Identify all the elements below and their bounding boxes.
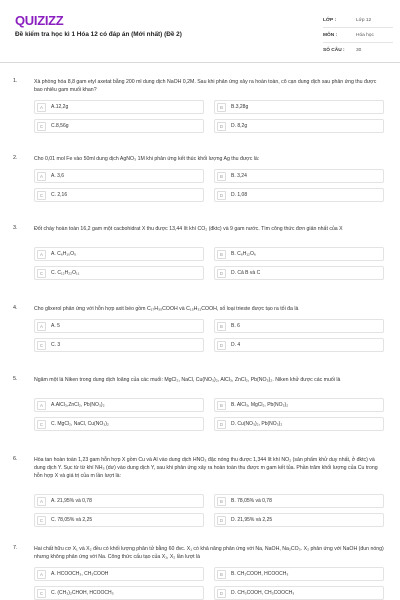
option-text: A. 5 bbox=[51, 323, 60, 329]
option-letter: B bbox=[217, 172, 226, 181]
option-c[interactable] bbox=[34, 417, 204, 431]
option-letter: B bbox=[217, 401, 226, 410]
meta-value: Lớp 12 bbox=[356, 17, 372, 23]
option-text: D. Cu(NO₃)₂, Pb(NO₃)₂ bbox=[231, 421, 283, 427]
option-text: A. 21,95% và 0,78 bbox=[51, 498, 92, 504]
option-letter: C bbox=[37, 516, 46, 525]
option-text: D. 8,2g bbox=[231, 123, 248, 129]
option-text: B. C₆H₁₂O₆ bbox=[231, 251, 256, 257]
option-text: C. 2,16 bbox=[51, 192, 68, 198]
question-number: 7. bbox=[13, 545, 18, 551]
question-number: 5. bbox=[13, 376, 18, 382]
option-text: C.8,56g bbox=[51, 123, 69, 129]
option-c[interactable] bbox=[34, 119, 204, 133]
worksheet-header bbox=[0, 0, 400, 63]
meta-row-subject bbox=[323, 28, 393, 43]
option-letter: D bbox=[217, 589, 226, 598]
option-text: D. 1,08 bbox=[231, 192, 248, 198]
option-a[interactable] bbox=[34, 398, 204, 412]
option-c[interactable] bbox=[34, 188, 204, 202]
option-text: A. C₆H₁₀O₅ bbox=[51, 251, 77, 257]
option-text: C. (CH₃)₂CHOH, HCOOCH₃ bbox=[51, 590, 114, 596]
answer-options bbox=[34, 319, 384, 352]
option-letter: A bbox=[37, 497, 46, 506]
question-text: Ngâm một lá Niken trong dung dịch loãng của các muối: MgCl₂, NaCl, Cu(NO₃)₂, AlCl₃, ZnCl₂, Pb(NO₃)₂. Niken khử được các muối là bbox=[34, 377, 341, 383]
option-d[interactable] bbox=[214, 417, 384, 431]
meta-table bbox=[323, 13, 393, 57]
option-d[interactable] bbox=[214, 188, 384, 202]
option-b[interactable] bbox=[214, 398, 384, 412]
question-number: 1. bbox=[13, 78, 18, 84]
option-b[interactable] bbox=[214, 494, 384, 508]
option-letter: B bbox=[217, 322, 226, 331]
option-text: B. 78,05% và 0,78 bbox=[231, 498, 272, 504]
option-d[interactable] bbox=[214, 513, 384, 527]
option-d[interactable] bbox=[214, 586, 384, 600]
option-text: C. MgCl₂, NaCl, Cu(NO₃)₂ bbox=[51, 421, 109, 427]
option-c[interactable] bbox=[34, 338, 204, 352]
option-c[interactable] bbox=[34, 266, 204, 280]
option-c[interactable] bbox=[34, 586, 204, 600]
meta-value: Hóa học bbox=[356, 32, 374, 38]
quizizz-logo: QUIZIZZ bbox=[15, 13, 64, 28]
option-letter: C bbox=[37, 341, 46, 350]
meta-row-count bbox=[323, 43, 393, 57]
option-a[interactable] bbox=[34, 247, 204, 261]
option-d[interactable] bbox=[214, 338, 384, 352]
option-text: D. 21,95% và 2,25 bbox=[231, 517, 273, 523]
option-text: A.12,2g bbox=[51, 104, 69, 110]
option-b[interactable] bbox=[214, 567, 384, 581]
question-text: Hai chất hữu cơ X₁ và X₂ đều có khối lượng phân tử bằng 60 đvc. X₁ có khả năng phản ứng với Na, NaOH, Na₂CO₃. X₂ phản ứng với NaOH (đun nóng) nhưng không phản ứng với Na. Công thức cấu tạo của X₁, X₂ lần lượt là bbox=[34, 546, 384, 560]
meta-row-class bbox=[323, 13, 393, 28]
option-letter: C bbox=[37, 269, 46, 278]
option-text: A.AlCl₃,ZnCl₂, Pb(NO₃)₂ bbox=[51, 402, 105, 408]
option-text: D. Cả B và C bbox=[231, 270, 261, 276]
option-b[interactable] bbox=[214, 247, 384, 261]
option-letter: D bbox=[217, 191, 226, 200]
question-text: Cho glixerol phản ứng với hỗn hợp axit béo gồm C₁₇H₃₅COOH và C₁₅H₃₁COOH, số loại trieste được tạo ra tối đa là bbox=[34, 306, 299, 312]
question-number: 3. bbox=[13, 225, 18, 231]
option-a[interactable] bbox=[34, 567, 204, 581]
option-letter: A bbox=[37, 103, 46, 112]
option-text: D. 4 bbox=[231, 342, 241, 348]
option-letter: A bbox=[37, 401, 46, 410]
question-text: Hòa tan hoàn toàn 1,23 gam hỗn hợp X gồm Cu và Al vào dung dịch HNO₃ đặc nóng thu được 1,344 lít khí NO₂ (sản phẩm khử duy nhất, ở đktc) và dung dịch Y. Sục từ từ khí NH₃ (dư) vào dung dịch Y, sau khi phản ứng xảy ra hoàn toàn thu được m gam kết tủa. Phần trăm khối lượng của Cu trong hỗn hợp X và giá trị của m lần lượt là: bbox=[34, 457, 378, 479]
option-letter: C bbox=[37, 191, 46, 200]
option-letter: A bbox=[37, 172, 46, 181]
option-letter: D bbox=[217, 516, 226, 525]
question-number: 4. bbox=[13, 305, 18, 311]
option-letter: B bbox=[217, 497, 226, 506]
option-letter: C bbox=[37, 420, 46, 429]
option-text: C. 78,05% và 2,25 bbox=[51, 517, 93, 523]
question-text: Cho 0,01 mol Fe vào 50ml dung dịch AgNO₃ 1M khi phản ứng kết thúc khối lượng Ag thu được là: bbox=[34, 156, 260, 162]
answer-options bbox=[34, 100, 384, 133]
option-b[interactable] bbox=[214, 319, 384, 333]
option-text: C. C₁₂H₂₂O₁₁ bbox=[51, 270, 80, 276]
question-number: 6. bbox=[13, 456, 18, 462]
option-a[interactable] bbox=[34, 319, 204, 333]
option-text: A. 3,6 bbox=[51, 173, 65, 179]
option-letter: C bbox=[37, 122, 46, 131]
option-a[interactable] bbox=[34, 169, 204, 183]
option-letter: D bbox=[217, 122, 226, 131]
option-text: B. AlCl₃, MgCl₂, Pb(NO₃)₂ bbox=[231, 402, 289, 408]
question-number: 2. bbox=[13, 155, 18, 161]
option-letter: A bbox=[37, 250, 46, 259]
option-letter: A bbox=[37, 322, 46, 331]
option-letter: D bbox=[217, 420, 226, 429]
option-letter: B bbox=[217, 570, 226, 579]
question-text: Đốt cháy hoàn toàn 16,2 gam một cacbohidrat X thu được 13,44 lít khí CO₂ (đktc) và 9 gam nước. Tìm công thức đơn giản nhất của X bbox=[34, 226, 343, 232]
worksheet-title: Đề kiểm tra học kì 1 Hóa 12 có đáp án (Mới nhất) (Đề 2) bbox=[15, 31, 182, 38]
answer-options bbox=[34, 494, 384, 527]
meta-key: SỐ CÂU : bbox=[323, 47, 345, 53]
meta-key: MÔN : bbox=[323, 32, 338, 38]
option-letter: B bbox=[217, 103, 226, 112]
option-letter: D bbox=[217, 269, 226, 278]
option-text: D. CH₃COOH, CH₃COOCH₃ bbox=[231, 590, 295, 596]
option-b[interactable] bbox=[214, 169, 384, 183]
answer-options bbox=[34, 398, 384, 431]
question-text: Xà phòng hóa 8,8 gam etyl axetat bằng 200 ml dung dịch NaOH 0,2M. Sau khi phản ứng xảy ra hoàn toàn, cô cạn dung dịch sau phản ứng thu được bao nhiêu gam muối khan? bbox=[34, 79, 377, 93]
answer-options bbox=[34, 169, 384, 202]
option-letter: C bbox=[37, 589, 46, 598]
option-letter: D bbox=[217, 341, 226, 350]
option-b[interactable] bbox=[214, 100, 384, 114]
option-text: B. 3,24 bbox=[231, 173, 247, 179]
option-c[interactable] bbox=[34, 513, 204, 527]
option-text: A. HCOOCH₃, CH₃COOH bbox=[51, 571, 109, 577]
option-text: C. 3 bbox=[51, 342, 61, 348]
option-text: B. CH₃COOH, HCOOCH₃ bbox=[231, 571, 289, 577]
option-text: B. 6 bbox=[231, 323, 240, 329]
option-d[interactable] bbox=[214, 266, 384, 280]
option-letter: B bbox=[217, 250, 226, 259]
option-d[interactable] bbox=[214, 119, 384, 133]
option-letter: A bbox=[37, 570, 46, 579]
answer-options bbox=[34, 247, 384, 280]
meta-value: 30 bbox=[356, 47, 362, 53]
option-text: B.3,28g bbox=[231, 104, 249, 110]
option-a[interactable] bbox=[34, 494, 204, 508]
meta-key: LỚP : bbox=[323, 17, 337, 23]
option-a[interactable] bbox=[34, 100, 204, 114]
answer-options bbox=[34, 567, 384, 600]
